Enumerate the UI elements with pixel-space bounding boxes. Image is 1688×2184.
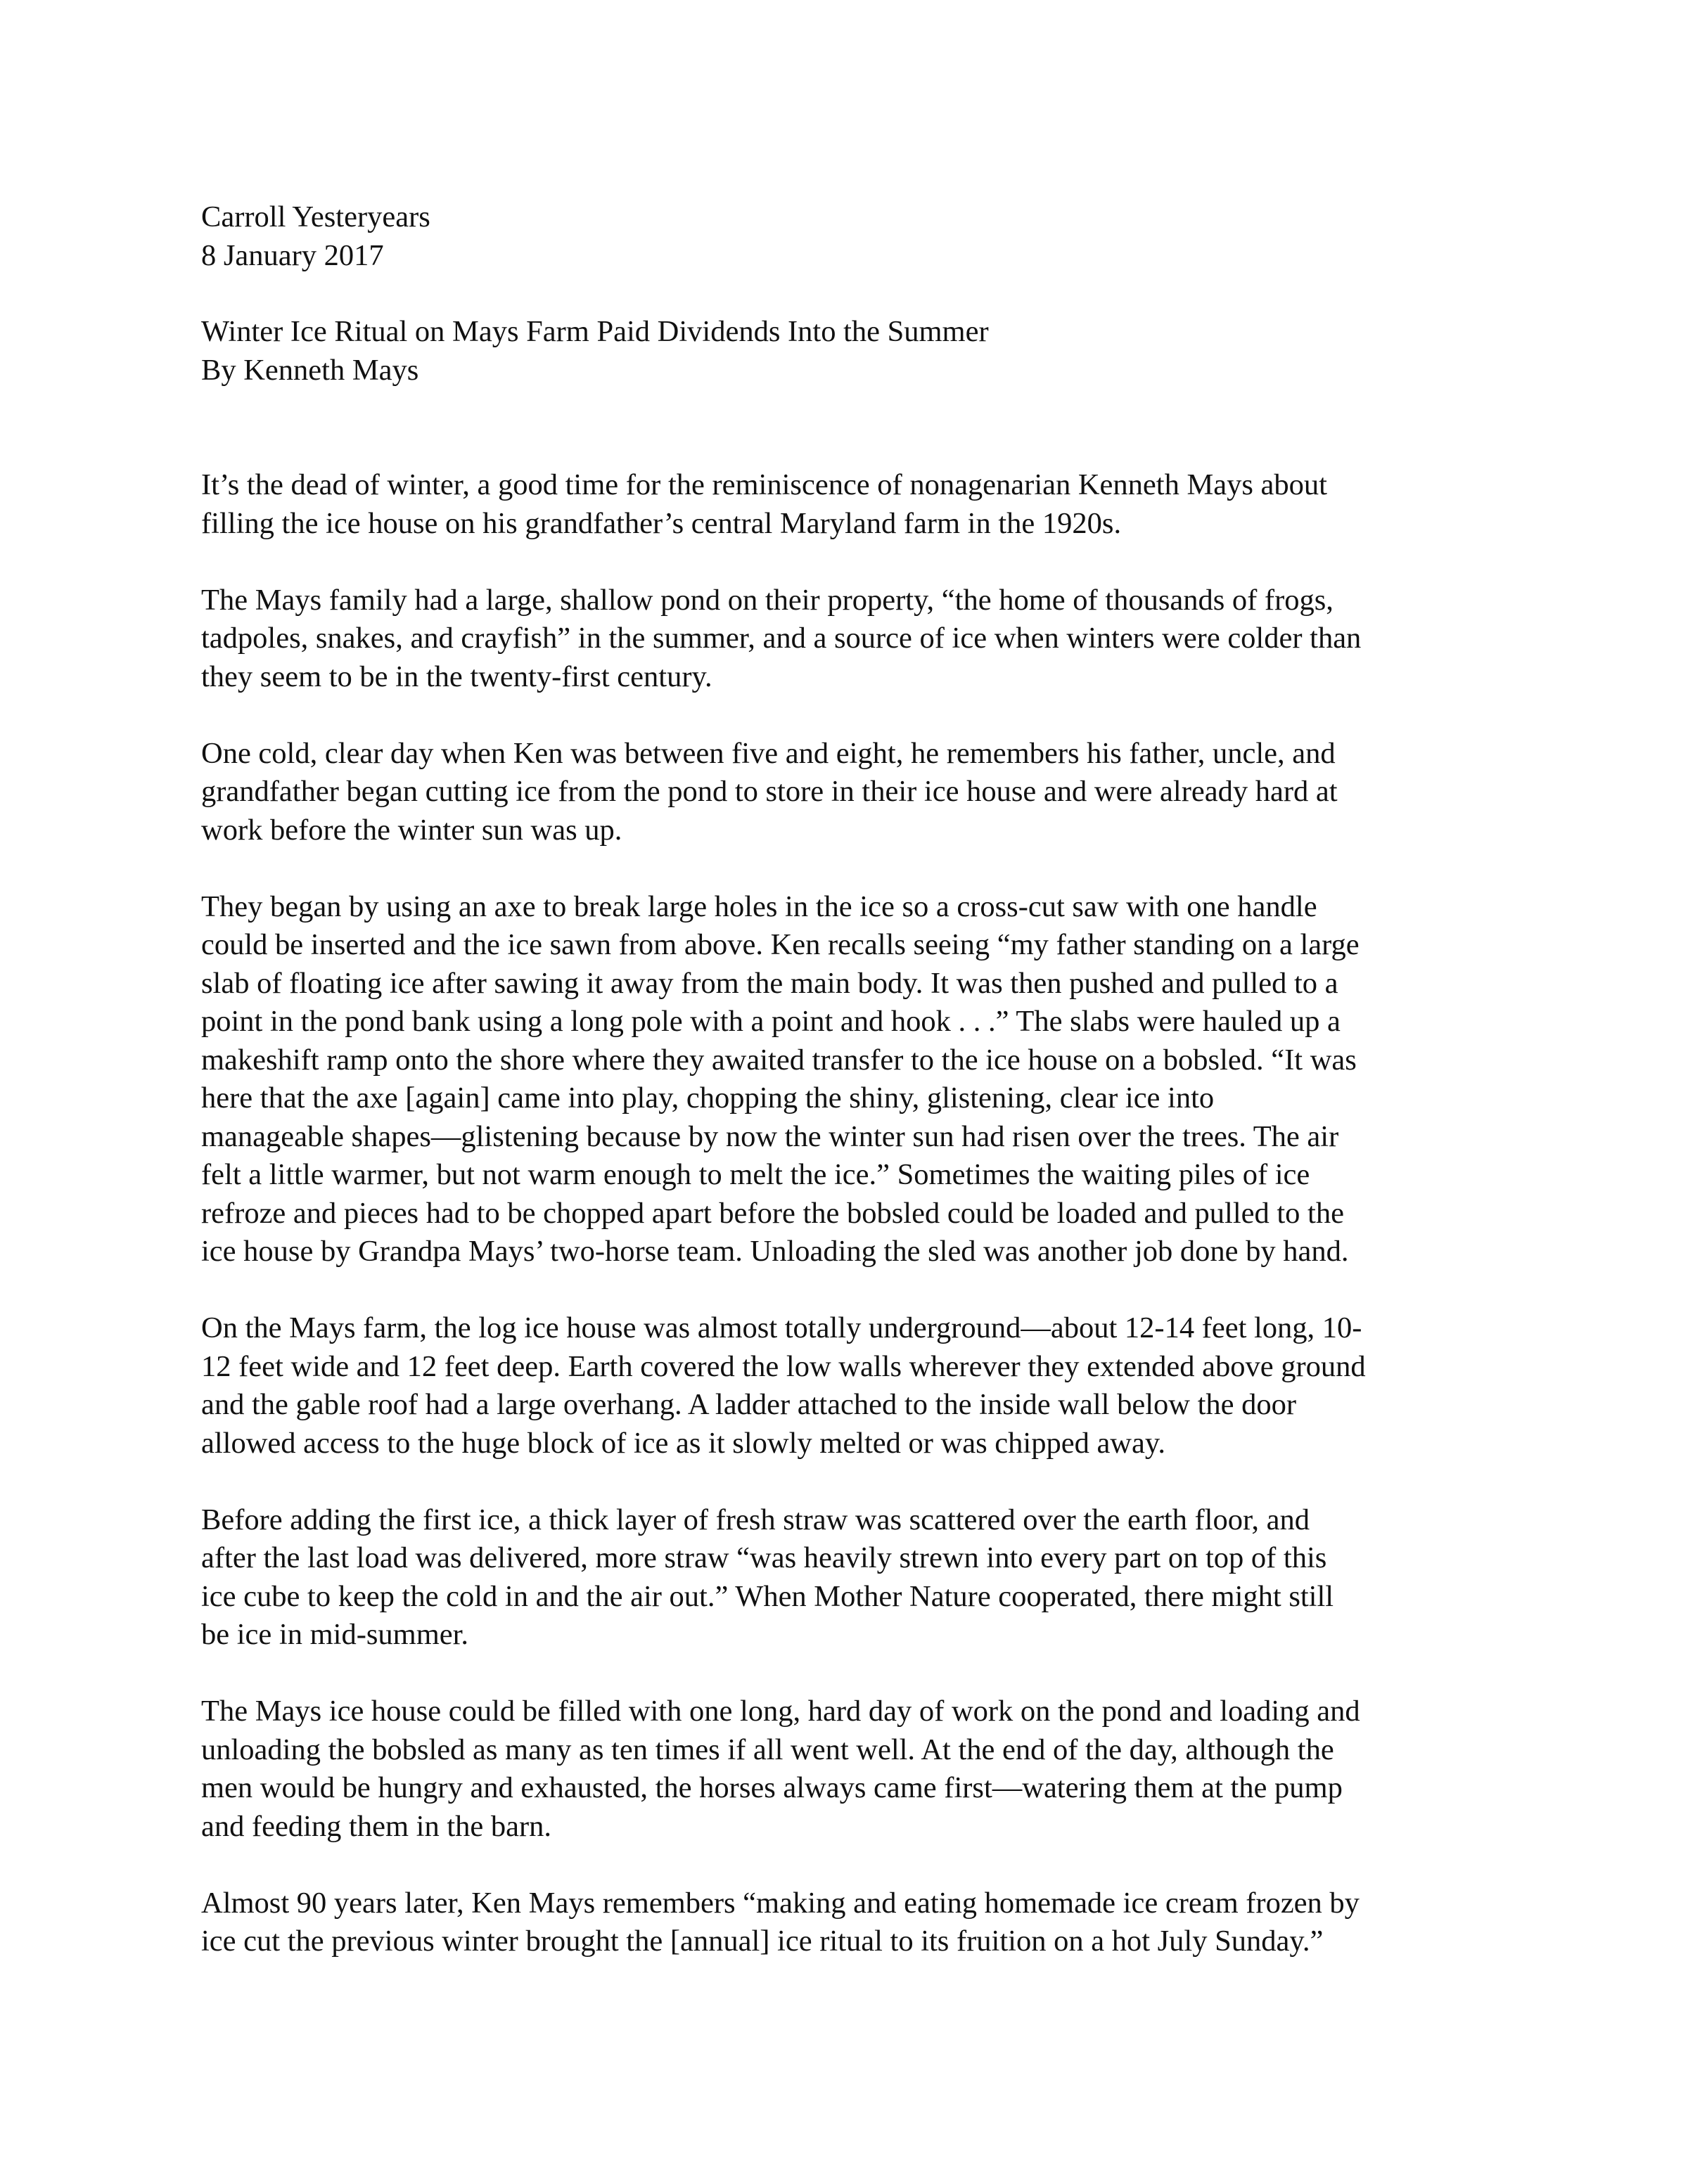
paragraph-line: The Mays ice house could be filled with one long, hard day of work on the pond and loading and — [201, 1695, 1360, 1728]
paragraph-2 — [201, 582, 1509, 697]
article-body — [201, 466, 1509, 1961]
paragraph-line: ice cube to keep the cold in and the air out.” When Mother Nature cooperated, there might still — [201, 1579, 1334, 1613]
article-title: Winter Ice Ritual on Mays Farm Paid Dividends Into the Summer — [201, 315, 989, 348]
publication-name: Carroll Yesteryears — [201, 200, 430, 233]
article-header — [201, 198, 1509, 390]
paragraph-3 — [201, 735, 1509, 850]
paragraph-line: makeshift ramp onto the shore where they awaited transfer to the ice house on a bobsled. “It was — [201, 1043, 1357, 1077]
paragraph-line: On the Mays farm, the log ice house was almost totally underground—about 12-14 feet long, 10- — [201, 1311, 1362, 1344]
paragraph-line: Almost 90 years later, Ken Mays remembers “making and eating homemade ice cream frozen by — [201, 1886, 1360, 1920]
paragraph-line: ice house by Grandpa Mays’ two-horse team. Unloading the sled was another job done by hand. — [201, 1235, 1349, 1268]
header-body-spacer — [201, 390, 1509, 466]
header-spacer — [201, 275, 1509, 313]
paragraph-line: they seem to be in the twenty-first century. — [201, 660, 712, 693]
paragraph-line: tadpoles, snakes, and crayfish” in the summer, and a source of ice when winters were colder than — [201, 622, 1362, 655]
paragraph-8 — [201, 1884, 1509, 1961]
paragraph-line: grandfather began cutting ice from the pond to store in their ice house and were already hard at — [201, 775, 1338, 808]
paragraph-line: allowed access to the huge block of ice as it slowly melted or was chipped away. — [201, 1426, 1165, 1460]
paragraph-line: It’s the dead of winter, a good time for the reminiscence of nonagenarian Kenneth Mays about — [201, 468, 1327, 501]
paragraph-5 — [201, 1309, 1509, 1463]
paragraph-line: ice cut the previous winter brought the [annual] ice ritual to its fruition on a hot July Sunday.” — [201, 1925, 1324, 1958]
paragraph-7 — [201, 1692, 1509, 1846]
paragraph-line: be ice in mid-summer. — [201, 1618, 469, 1651]
paragraph-line: and feeding them in the barn. — [201, 1809, 552, 1843]
paragraph-line: Before adding the first ice, a thick layer of fresh straw was scattered over the earth floor, and — [201, 1503, 1310, 1536]
paragraph-line: men would be hungry and exhausted, the horses always came first—watering them at the pump — [201, 1771, 1343, 1804]
paragraph-line: after the last load was delivered, more straw “was heavily strewn into every part on top of this — [201, 1541, 1327, 1574]
paragraph-line: filling the ice house on his grandfather’s central Maryland farm in the 1920s. — [201, 506, 1122, 540]
paragraph-line: refroze and pieces had to be chopped apart before the bobsled could be loaded and pulled to the — [201, 1196, 1344, 1230]
paragraph-line: They began by using an axe to break large holes in the ice so a cross-cut saw with one handle — [201, 889, 1317, 923]
paragraph-6 — [201, 1501, 1509, 1655]
paragraph-line: point in the pond bank using a long pole with a point and hook . . .” The slabs were hauled up a — [201, 1005, 1341, 1038]
paragraph-line: here that the axe [again] came into play, chopping the shiny, glistening, clear ice into — [201, 1081, 1215, 1115]
paragraph-line: unloading the bobsled as many as ten times if all went well. At the end of the day, although the — [201, 1733, 1334, 1766]
paragraph-line: slab of floating ice after sawing it away from the main body. It was then pushed and pulled to a — [201, 966, 1338, 1000]
publication-date: 8 January 2017 — [201, 238, 384, 272]
paragraph-line: manageable shapes—glistening because by now the winter sun had risen over the trees. The air — [201, 1119, 1339, 1153]
paragraph-line: could be inserted and the ice sawn from above. Ken recalls seeing “my father standing on a large — [201, 928, 1360, 961]
paragraph-1 — [201, 466, 1509, 543]
paragraph-line: The Mays family had a large, shallow pond on their property, “the home of thousands of frogs, — [201, 583, 1334, 617]
paragraph-line: One cold, clear day when Ken was between five and eight, he remembers his father, uncle, and — [201, 736, 1336, 770]
paragraph-line: and the gable roof had a large overhang. A ladder attached to the inside wall below the door — [201, 1388, 1297, 1421]
paragraph-4 — [201, 888, 1509, 1271]
paragraph-line: work before the winter sun was up. — [201, 813, 622, 847]
paragraph-line: felt a little warmer, but not warm enough to melt the ice.” Sometimes the waiting piles of ice — [201, 1158, 1310, 1191]
article-content — [201, 198, 1509, 1999]
paragraph-line: 12 feet wide and 12 feet deep. Earth covered the low walls wherever they extended above ground — [201, 1349, 1366, 1383]
article-byline: By Kenneth Mays — [201, 353, 419, 387]
